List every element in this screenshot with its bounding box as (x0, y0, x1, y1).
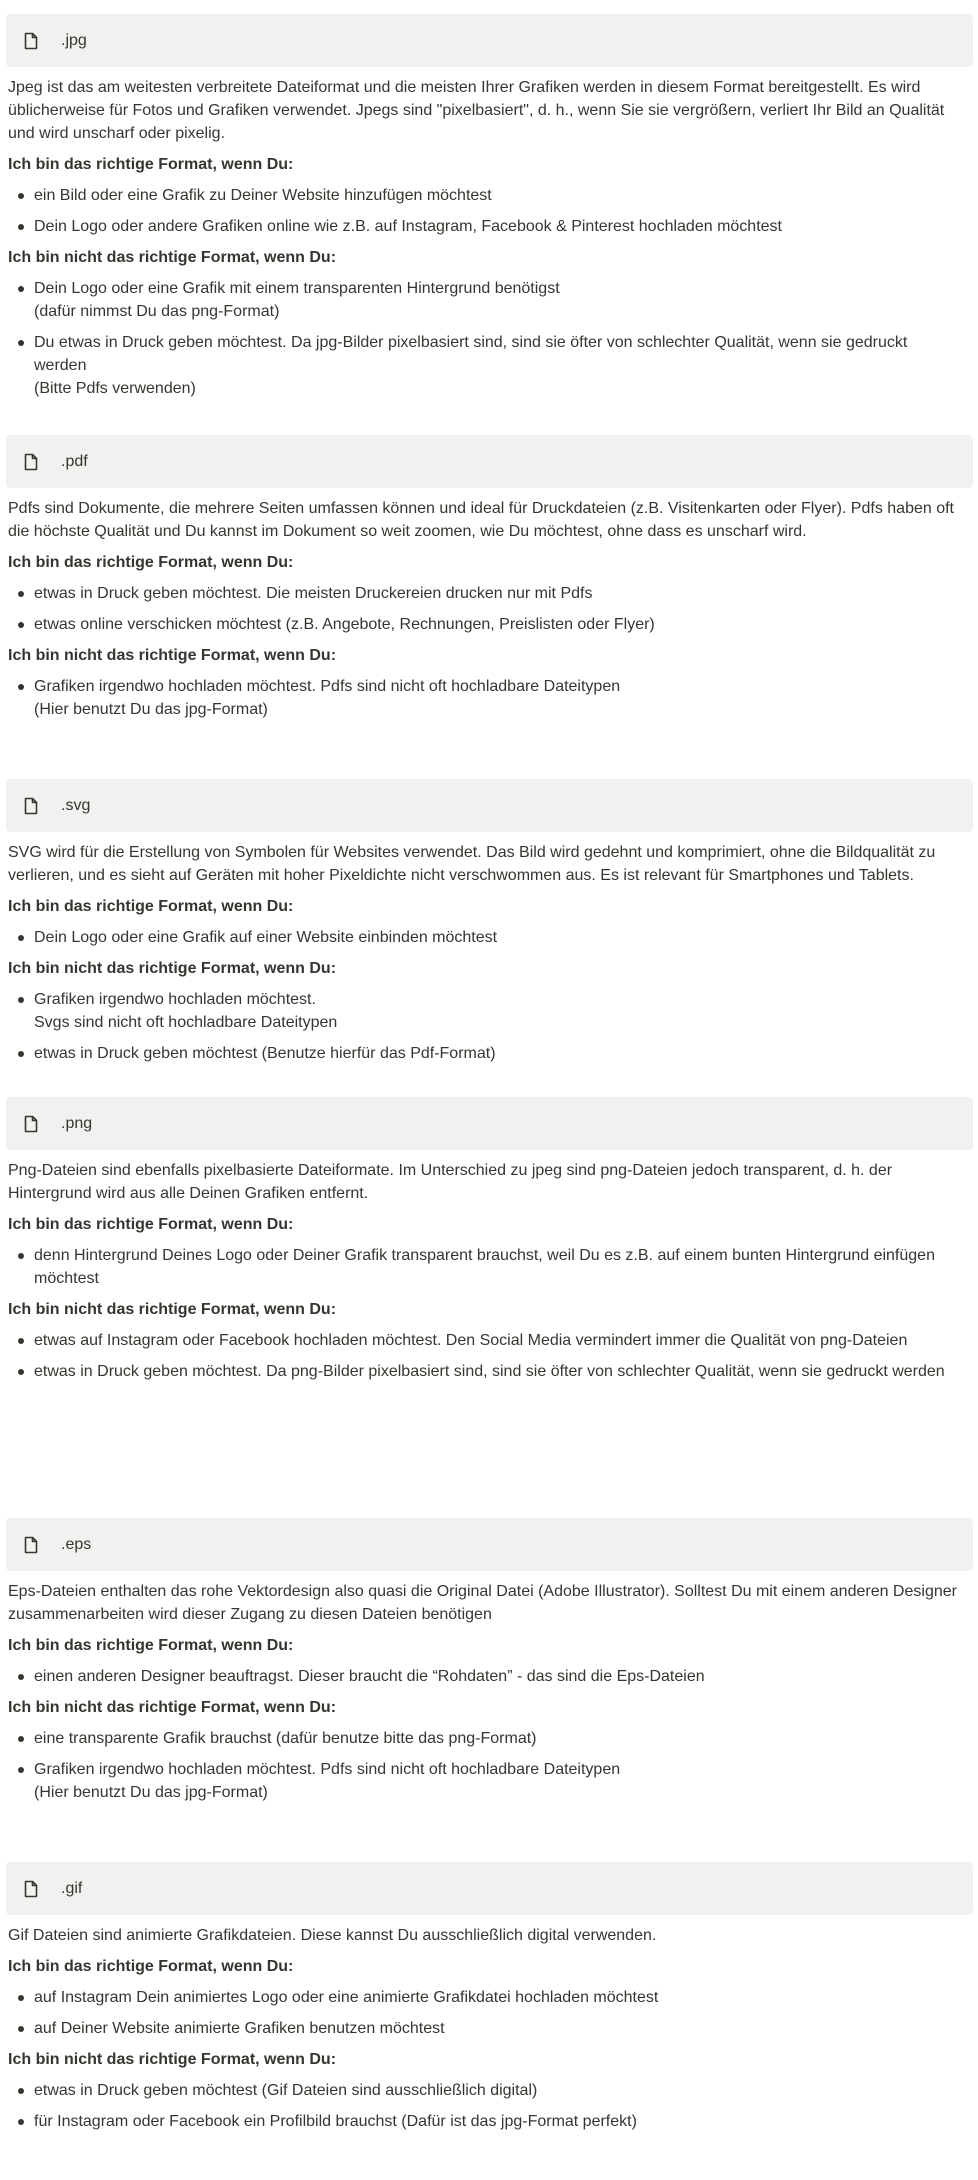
list-item-text: Dein Logo oder andere Grafiken online wie z.B. auf Instagram, Facebook & Pinterest hochladen möchtest (34, 218, 782, 235)
cons-list-item (8, 1329, 978, 1352)
format-description: Png-Dateien sind ebenfalls pixelbasierte Dateiformate. Im Unterschied zu jpeg sind png-Dateien jedoch transparent, d. h. der Hintergrund wird aus alle Deinen Grafiken entfernt. (8, 1162, 893, 1202)
file-icon (21, 1114, 41, 1134)
cons-list (8, 1727, 978, 1804)
pros-heading: Ich bin das richtige Format, wenn Du: (8, 554, 294, 571)
format-description: Pdfs sind Dokumente, die mehrere Seiten umfassen können und ideal für Druckdateien (z.B. Visitenkarten oder Flyer). Pdfs haben oft die höchste Qualität und Du kannst im Dokument so weit zoomen, wie Du möchtest, ohne dass es unscharf wird. (8, 500, 954, 540)
cons-heading: Ich bin nicht das richtige Format, wenn Du: (8, 249, 337, 266)
file-format-section (0, 435, 978, 721)
list-item-text: etwas in Druck geben möchtest (Benutze hierfür das Pdf-Format) (34, 1045, 496, 1062)
list-item-text: etwas in Druck geben möchtest (Gif Dateien sind ausschließlich digital) (34, 2082, 538, 2099)
file-format-section (0, 1518, 978, 1804)
pros-list-item (8, 926, 978, 949)
list-item-text: Dein Logo oder eine Grafik mit einem transparenten Hintergrund benötigst (34, 280, 560, 297)
list-item-text: etwas in Druck geben möchtest. Da png-Bilder pixelbasiert sind, sind sie öfter von schlechter Qualität, wenn sie gedruckt werden (34, 1363, 945, 1380)
list-item-text: einen anderen Designer beauftragst. Dieser braucht die “Rohdaten” - das sind die Eps-Dateien (34, 1668, 705, 1685)
file-format-header[interactable] (6, 1518, 973, 1571)
list-item-text: ein Bild oder eine Grafik zu Deiner Website hinzufügen möchtest (34, 187, 492, 204)
list-item-text: etwas online verschicken möchtest (z.B. Angebote, Rechnungen, Preislisten oder Flyer) (34, 616, 655, 633)
file-icon (21, 452, 41, 472)
list-item-text: Grafiken irgendwo hochladen möchtest. (34, 991, 316, 1008)
cons-list-item (8, 2079, 978, 2102)
cons-heading: Ich bin nicht das richtige Format, wenn Du: (8, 960, 337, 977)
file-format-section (0, 1097, 978, 1383)
cons-list-item (8, 988, 978, 1034)
cons-heading: Ich bin nicht das richtige Format, wenn Du: (8, 1699, 337, 1716)
pros-heading: Ich bin das richtige Format, wenn Du: (8, 898, 294, 915)
pros-heading: Ich bin das richtige Format, wenn Du: (8, 156, 294, 173)
cons-heading: Ich bin nicht das richtige Format, wenn Du: (8, 647, 337, 664)
file-format-header[interactable] (6, 779, 973, 832)
file-format-header[interactable] (6, 435, 973, 488)
file-format-section (0, 14, 978, 400)
list-item-text: für Instagram oder Facebook ein Profilbild brauchst (Dafür ist das jpg-Format perfekt) (34, 2113, 637, 2130)
format-description: Eps-Dateien enthalten das rohe Vektordesign also quasi die Original Datei (Adobe Illustrator). Solltest Du mit einem anderen Designer zusammenarbeiten wird dieser Zugang zu diesen Dateien benötigen (8, 1583, 957, 1623)
file-format-section (0, 1862, 978, 2133)
cons-list-item (8, 1758, 978, 1804)
pros-list-item (8, 2017, 978, 2040)
list-item-text: etwas auf Instagram oder Facebook hochladen möchtest. Den Social Media vermindert immer die Qualität von png-Dateien (34, 1332, 908, 1349)
list-item-text: denn Hintergrund Deines Logo oder Deiner Grafik transparent brauchst, weil Du es z.B. auf einem bunten Hintergrund einfügen möchtest (34, 1247, 935, 1287)
format-description: SVG wird für die Erstellung von Symbolen für Websites verwendet. Das Bild wird gedehnt und komprimiert, ohne die Bildqualität zu verlieren, und es sieht auf Geräten mit hoher Pixeldichte nicht verschwommen aus. Es ist relevant für Smartphones und Tablets. (8, 844, 936, 884)
list-item-text: Du etwas in Druck geben möchtest. Da jpg-Bilder pixelbasiert sind, sind sie öfter von schlechter Qualität, wenn sie gedruckt werden (34, 334, 908, 374)
cons-list-item (8, 2110, 978, 2133)
list-item-text: auf Instagram Dein animiertes Logo oder eine animierte Grafikdatei hochladen möchtest (34, 1989, 659, 2006)
cons-list-item (8, 1042, 978, 1065)
pros-list-item (8, 1986, 978, 2009)
list-item-note: (Hier benutzt Du das jpg-Format) (34, 701, 268, 718)
file-format-section (0, 779, 978, 1065)
pros-list-item (8, 1244, 978, 1290)
file-format-header[interactable] (6, 14, 973, 67)
list-item-text: eine transparente Grafik brauchst (dafür benutze bitte das png-Format) (34, 1730, 537, 1747)
pros-list-item (8, 582, 978, 605)
pros-list-item (8, 1665, 978, 1688)
pros-list-item (8, 215, 978, 238)
file-format-title: .svg (61, 797, 91, 814)
list-item-text: Dein Logo oder eine Grafik auf einer Website einbinden möchtest (34, 929, 498, 946)
format-description: Gif Dateien sind animierte Grafikdateien. Diese kannst Du ausschließlich digital verwenden. (8, 1927, 657, 1944)
list-item-text: Grafiken irgendwo hochladen möchtest. Pdfs sind nicht oft hochladbare Dateitypen (34, 678, 621, 695)
cons-list (8, 2079, 978, 2133)
file-format-header[interactable] (6, 1862, 973, 1915)
pros-heading: Ich bin das richtige Format, wenn Du: (8, 1958, 294, 1975)
pros-list (8, 582, 978, 636)
pros-list (8, 1665, 978, 1688)
cons-list-item (8, 331, 978, 400)
list-item-note: (dafür nimmst Du das png-Format) (34, 303, 280, 320)
pros-list-item (8, 613, 978, 636)
cons-heading: Ich bin nicht das richtige Format, wenn Du: (8, 2051, 337, 2068)
cons-list-item (8, 1360, 978, 1383)
format-description: Jpeg ist das am weitesten verbreitete Dateiformat und die meisten Ihrer Grafiken werden in diesem Format bereitgestellt. Es wird üblicherweise für Fotos und Grafiken verwendet. Jpegs sind "pixelbasiert", d. h., wenn Sie sie vergrößern, verliert Ihr Bild an Qualität und wird unscharf oder pixelig. (8, 79, 945, 142)
list-item-note: (Bitte Pdfs verwenden) (34, 380, 196, 397)
cons-list-item (8, 675, 978, 721)
cons-list (8, 988, 978, 1065)
file-format-title: .png (61, 1115, 93, 1132)
file-icon (21, 796, 41, 816)
list-item-note: (Hier benutzt Du das jpg-Format) (34, 1784, 268, 1801)
list-item-text: auf Deiner Website animierte Grafiken benutzen möchtest (34, 2020, 445, 2037)
pros-list (8, 1244, 978, 1290)
list-item-text: etwas in Druck geben möchtest. Die meisten Druckereien drucken nur mit Pdfs (34, 585, 593, 602)
cons-list-item (8, 277, 978, 323)
pros-list (8, 184, 978, 238)
pros-heading: Ich bin das richtige Format, wenn Du: (8, 1216, 294, 1233)
list-item-note: Svgs sind nicht oft hochladbare Dateitypen (34, 1014, 338, 1031)
file-format-title: .eps (61, 1536, 92, 1553)
pros-list (8, 1986, 978, 2040)
pros-list (8, 926, 978, 949)
cons-list (8, 675, 978, 721)
file-icon (21, 1879, 41, 1899)
list-item-text: Grafiken irgendwo hochladen möchtest. Pdfs sind nicht oft hochladbare Dateitypen (34, 1761, 621, 1778)
file-format-header[interactable] (6, 1097, 973, 1150)
file-format-title: .gif (61, 1880, 83, 1897)
file-icon (21, 31, 41, 51)
file-format-title: .pdf (61, 453, 88, 470)
cons-heading: Ich bin nicht das richtige Format, wenn Du: (8, 1301, 337, 1318)
cons-list (8, 1329, 978, 1383)
file-format-title: .jpg (61, 32, 87, 49)
pros-list-item (8, 184, 978, 207)
cons-list (8, 277, 978, 400)
pros-heading: Ich bin das richtige Format, wenn Du: (8, 1637, 294, 1654)
file-icon (21, 1535, 41, 1555)
cons-list-item (8, 1727, 978, 1750)
